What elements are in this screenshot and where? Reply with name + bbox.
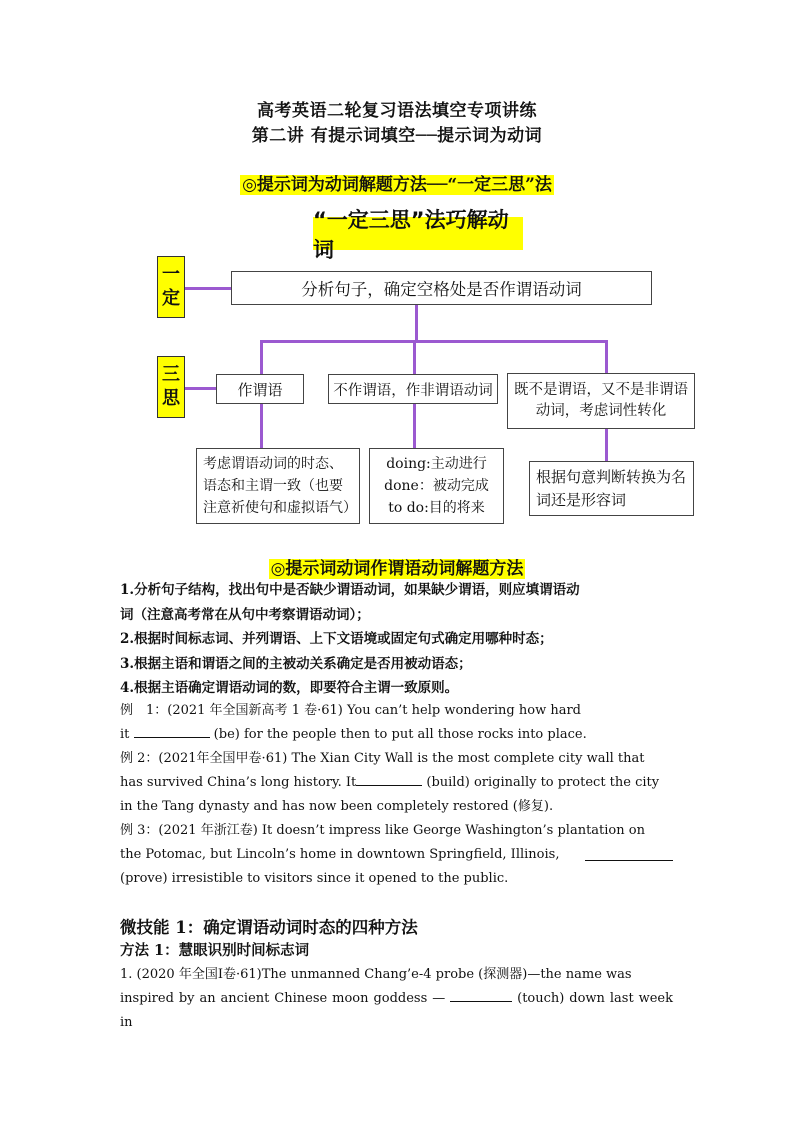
question-1-blank[interactable] <box>450 990 512 1002</box>
example-2-suffix: (build) originally to protect the city <box>426 775 660 790</box>
branch-predicate-box: 作谓语 <box>216 374 304 404</box>
rules-list <box>120 578 680 701</box>
detail-3-line-1: 根据句意判断转换为名 <box>536 467 687 486</box>
detail-2-line-2: done：被动完成 <box>384 478 489 494</box>
example-2-line-1: 例 2：(2021年全国甲卷·61) The Xian City Wall is the most complete city wall that <box>120 751 645 766</box>
page-title: 高考英语二轮复习语法填空专项讲练 <box>257 101 537 121</box>
branch-nonfinite-box: 不作谓语，作非谓语动词 <box>328 374 498 404</box>
diagram-banner: “一定三思”法巧解动词 <box>313 217 523 250</box>
example-1-line-2 <box>120 723 673 747</box>
method-1-heading: 方法 1：慧眼识别时间标志词 <box>120 942 310 959</box>
detail-3-line-2: 词还是形容词 <box>536 490 627 509</box>
connector-branch-1 <box>260 340 263 374</box>
example-1-suffix: (be) for the people then to put all those rocks into place. <box>213 727 587 742</box>
question-1-line-2 <box>120 987 673 1035</box>
example-3-blank[interactable] <box>585 849 673 861</box>
rule-1-line-2: 词（注意高考常在从句中考察谓语动词）； <box>120 606 370 623</box>
rule-4: 4.根据主语确定谓语动词的数，即要符合主谓一致原则。 <box>120 680 459 696</box>
detail-nonfinite-box <box>369 448 504 524</box>
connector-branch-3 <box>605 340 608 374</box>
question-1-suffix: (touch) down last week in <box>120 991 674 1030</box>
example-3-text: the Potomac, but Lincoln’s home in downtown Springfield, Illinois, <box>120 847 560 862</box>
connector-horizontal <box>260 340 608 343</box>
san-si-label <box>157 356 185 418</box>
branch-3-line-2: 动词，考虑词性转化 <box>535 403 667 419</box>
san-char: 三 <box>162 363 180 385</box>
connector-top-down <box>415 304 418 341</box>
yi-ding-label <box>157 256 185 318</box>
example-1-blank[interactable] <box>134 726 210 738</box>
question-block <box>120 963 673 1035</box>
lecture-subtitle: 第二讲 有提示词填空──提示词为动词 <box>251 126 543 146</box>
question-1-line-1: 1. (2020 年全国Ⅰ卷·61)The unmanned Chang’e-4 probe (探测器)—the name was <box>120 967 632 982</box>
connector-branch-2 <box>413 340 416 374</box>
connector-detail-1 <box>260 403 263 449</box>
question-1-prefix: inspired by an ancient Chinese moon goddess — <box>120 991 446 1006</box>
predicate-method-heading: ◎提示词动词作谓语动词解题方法 <box>270 559 524 579</box>
example-1-prefix: it <box>120 727 130 742</box>
connector-detail-2 <box>413 403 416 449</box>
example-2-prefix: has survived China’s long history. It <box>120 775 357 790</box>
example-2-blank[interactable] <box>356 774 422 786</box>
skill-heading: 微技能 1：确定谓语动词时态的四种方法 <box>120 918 418 937</box>
example-3-line-3: (prove) irresistible to visitors since it opened to the public. <box>120 871 509 886</box>
branch-conversion-box <box>507 373 695 429</box>
example-1-line-1: 例 1：(2021 年全国新高考 1 卷·61) You can’t help wondering how hard <box>120 703 581 718</box>
detail-2-line-3: to do:目的将来 <box>388 500 485 516</box>
rule-2: 2.根据时间标志词、并列谓语、上下文语境或固定句式确定用哪种时态； <box>120 631 553 647</box>
detail-1-line-2: 语态和主谓一致（也要 <box>203 478 343 494</box>
example-2-line-2 <box>120 771 673 795</box>
examples-block <box>120 699 673 891</box>
method-heading: ◎提示词为动词解题方法──“一定三思”法 <box>242 175 552 195</box>
rule-3: 3.根据主语和谓语之间的主被动关系确定是否用被动语态； <box>120 655 472 672</box>
si-char: 思 <box>162 388 180 409</box>
example-3-line-2 <box>120 843 673 867</box>
connector-yi <box>185 287 231 290</box>
detail-tense-box <box>196 448 360 524</box>
rule-1-line-1: 1.分析句子结构，找出句中是否缺少谓语动词，如果缺少谓语，则应填谓语动 <box>120 582 580 598</box>
connector-san <box>185 387 216 390</box>
ding-char: 定 <box>162 288 180 309</box>
detail-2-line-1: doing:主动进行 <box>386 456 487 472</box>
detail-1-line-1: 考虑谓语动词的时态、 <box>203 456 343 472</box>
detail-conversion-box <box>529 461 694 516</box>
connector-detail-3 <box>605 428 608 462</box>
branch-3-line-1: 既不是谓语，又不是非谓语 <box>514 382 688 398</box>
detail-1-line-3: 注意祈使句和虚拟语气） <box>203 500 357 516</box>
top-analysis-box: 分析句子，确定空格处是否作谓语动词 <box>231 271 652 305</box>
example-3-line-1: 例 3：(2021 年浙江卷) It doesn’t impress like George Washington’s plantation on <box>120 823 645 838</box>
example-2-line-3: in the Tang dynasty and has now been completely restored (修复). <box>120 799 554 814</box>
yi-char: 一 <box>162 263 180 285</box>
